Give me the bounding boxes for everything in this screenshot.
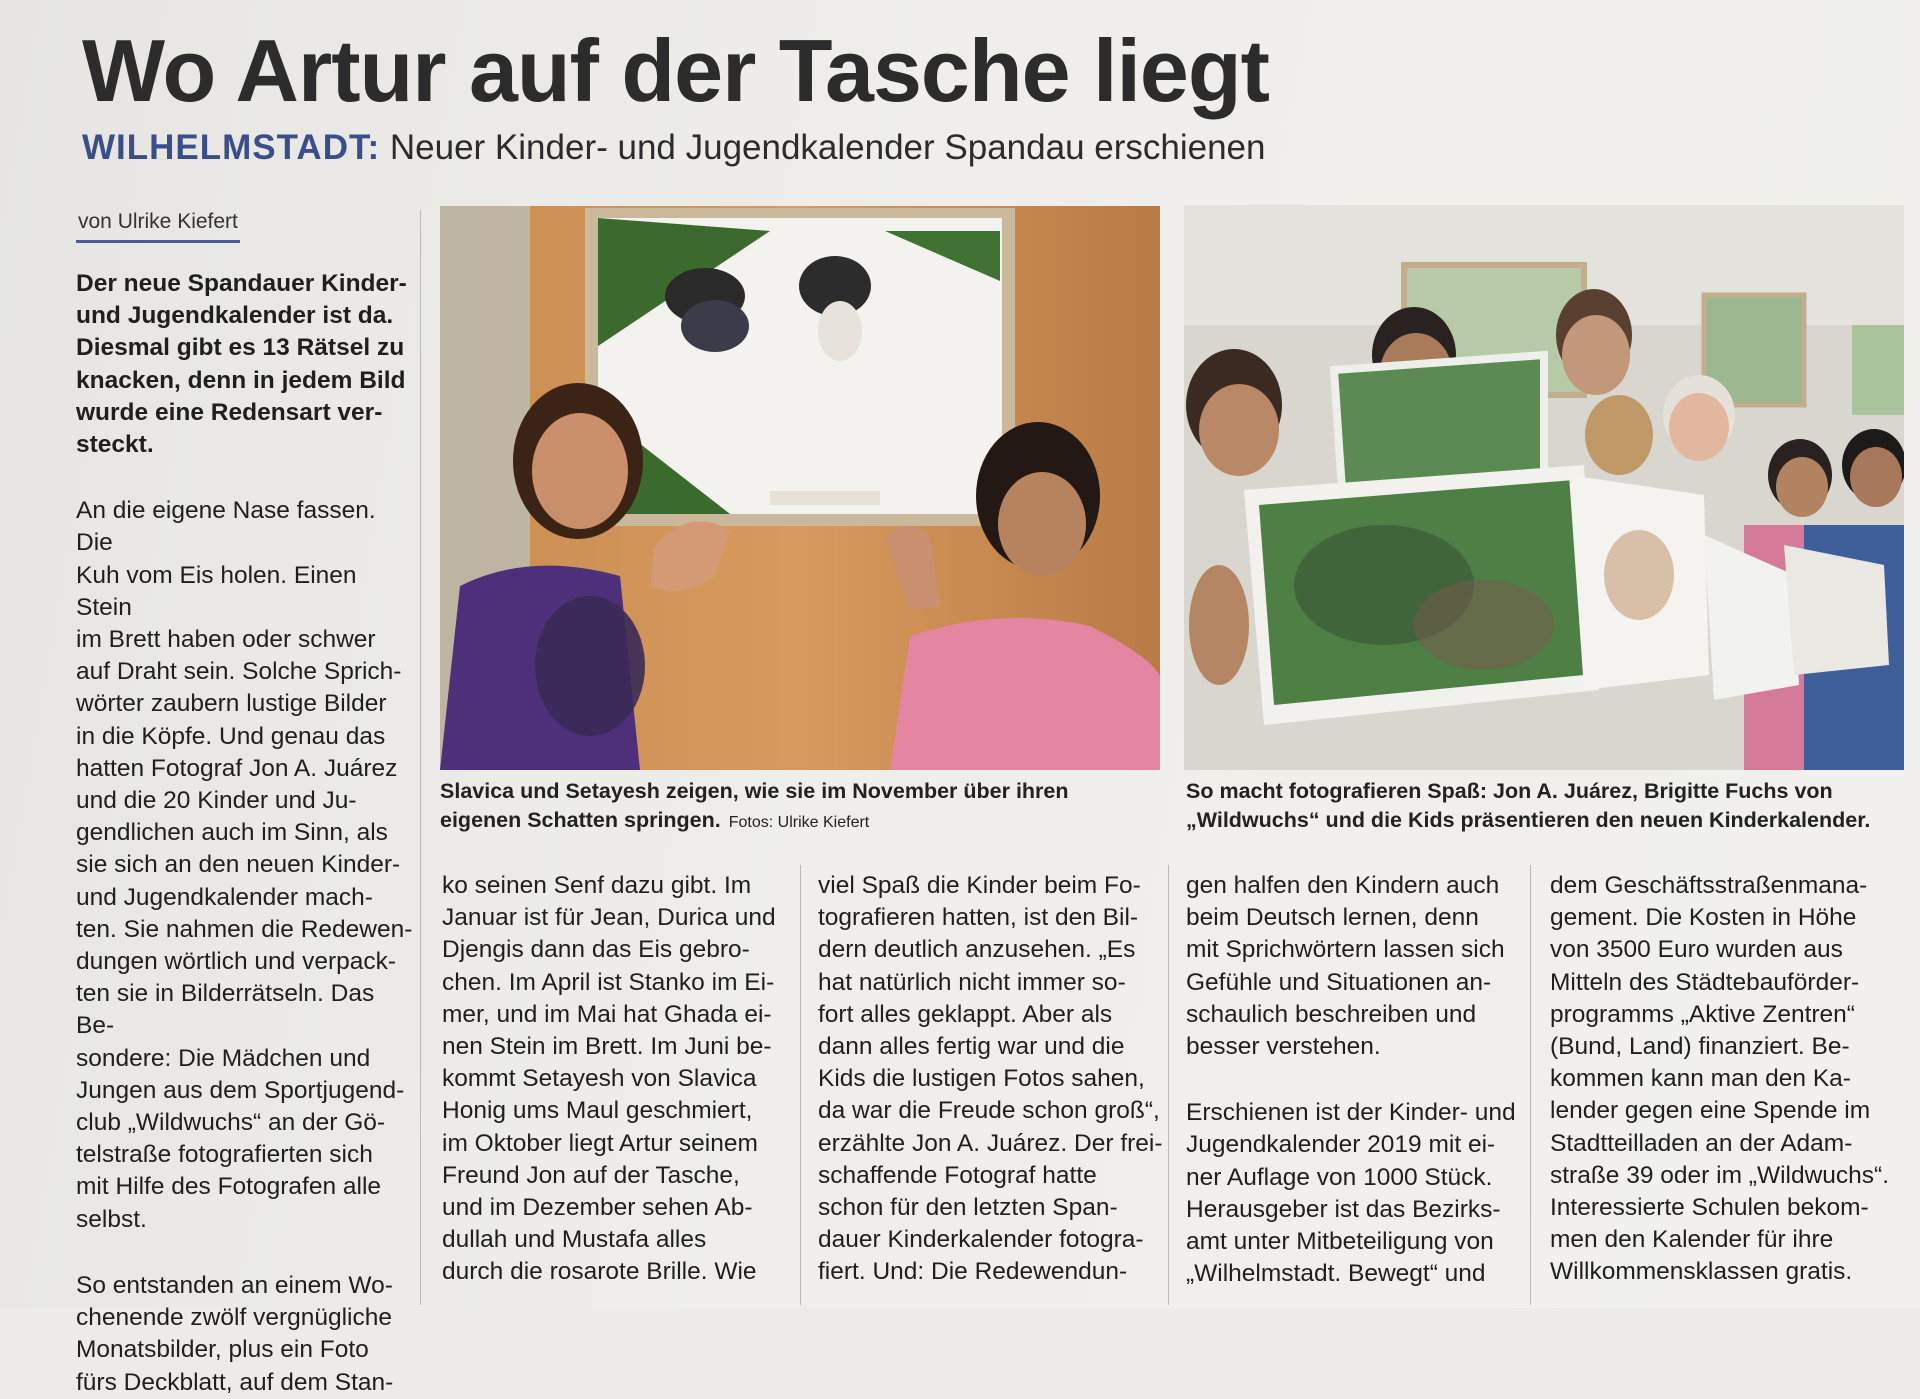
article-subheadline bbox=[82, 128, 1266, 168]
body-paragraph: gen halfen den Kindern auch beim Deutsch lernen, denn mit Sprichwörtern lassen sich Gefühle und Situationen an- schaulich beschreiben und besser verstehen. bbox=[1186, 872, 1505, 1061]
column-rule bbox=[1168, 865, 1169, 1305]
article-kicker: WILHELMSTADT: bbox=[82, 128, 381, 167]
column-rule bbox=[420, 210, 421, 1305]
photo-girls-with-calendar bbox=[440, 206, 1160, 770]
photo1-caption-line: Slavica und Setayesh zeigen, wie sie im November über ihren bbox=[440, 779, 1069, 803]
text-column-4 bbox=[1186, 870, 1528, 1290]
photo-credit: Fotos: Ulrike Kiefert bbox=[728, 814, 870, 831]
photo2-caption-line: „Wildwuchs“ und die Kids präsentieren den neuen Kinderkalender. bbox=[1186, 808, 1871, 832]
photo2-caption bbox=[1186, 777, 1920, 835]
text-column-3: viel Spaß die Kinder beim Fo- tografieren hatten, ist den Bil- dern deutlich anzusehen. „Es hat natürlich nicht immer so- fort alles geklappt. Aber als dann alles fertig war und die Kids die lustigen Fotos sahen, da war die Freude schon groß“, erzählte Jon A. Juárez. Der frei- schaffende Fotograf hatte schon für den letzten Span- dauer Kinderkalender fotogra- fiert. Und: Die Redewendun- bbox=[818, 872, 1163, 1286]
photo1-caption-line: eigenen Schatten springen. Fotos: Ulrike Kiefert bbox=[440, 808, 870, 832]
text-column-5: dem Geschäftsstraßenmana- gement. Die Kosten in Höhe von 3500 Euro wurden aus Mitteln des Städtebauförder- programms „Aktive Zentren“ (Bund, Land) finanziert. Be- kommen kann man den Ka- lender gegen eine Spende im Stadtteilladen an der Adam- straße 39 oder im „Wildwuchs“. Interessierte Schulen bekom- men den Kalender für ihre Willkommensklassen gratis. bbox=[1550, 872, 1890, 1286]
byline-underline bbox=[76, 240, 240, 243]
photo-group-with-calendars bbox=[1184, 205, 1904, 770]
text-column-2: ko seinen Senf dazu gibt. Im Januar ist für Jean, Durica und Djengis dann das Eis gebro- chen. Im April ist Stanko im Ei- mer, und im Mai hat Ghada ei- nen Stein im Brett. Im Juni be- kommt Setayesh von Slavica Honig ums Maul geschmiert, im Oktober liegt Artur seinem Freund Jon auf der Tasche, und im Dezember sehen Ab- dullah und Mustafa alles durch die rosarote Brille. Wie bbox=[442, 872, 776, 1286]
byline: von Ulrike Kiefert bbox=[78, 210, 238, 233]
body-paragraph: Erschienen ist der Kinder- und Jugendkalender 2019 mit ei- ner Auflage von 1000 Stück. Herausgeber ist das Bezirks- amt unter Mitbeteiligung von „Wilhelmstadt. Bewegt“ und bbox=[1186, 1099, 1516, 1288]
article-headline: Wo Artur auf der Tasche liegt bbox=[82, 21, 1269, 120]
column-rule bbox=[1530, 865, 1531, 1305]
photo1-caption bbox=[440, 777, 1180, 837]
lead-paragraph: Der neue Spandauer Kinder- und Jugendkalender ist da. Diesmal gibt es 13 Rätsel zu knacken, denn in jedem Bild wurde eine Redensart ver- steckt. bbox=[76, 270, 407, 459]
photo2-caption-line: So macht fotografieren Spaß: Jon A. Juárez, Brigitte Fuchs von bbox=[1186, 779, 1833, 803]
text-column-1 bbox=[76, 268, 416, 1399]
subheadline-text: Neuer Kinder- und Jugendkalender Spandau erschienen bbox=[389, 128, 1266, 167]
body-paragraph: So entstanden an einem Wo- chenende zwölf vergnügliche Monatsbilder, plus ein Foto fürs Deckblatt, auf dem Stan- bbox=[76, 1271, 394, 1396]
body-paragraph: An die eigene Nase fassen. Die Kuh vom Eis holen. Einen Stein im Brett haben oder schwer auf Draht sein. Solche Sprich- wörter zaubern lustige Bilder in die Köpfe. Und genau das hatten Fotograf Jon A. Juárez und die 20 Kinder und Ju- gendlichen auch im Sinn, als sie sich an den neuen Kinder- und Jugendkalender mach- ten. Sie nahmen die Redewen- dungen wörtlich und verpack- ten sie in Bilderrätseln. Das Be- sondere: Die Mädchen und Jungen aus dem Sportjugend- club „Wildwuchs“ an der Gö- telstraße fotografierten sich mit Hilfe des Fotografen alle selbst. bbox=[76, 497, 413, 1233]
column-rule bbox=[800, 865, 801, 1305]
